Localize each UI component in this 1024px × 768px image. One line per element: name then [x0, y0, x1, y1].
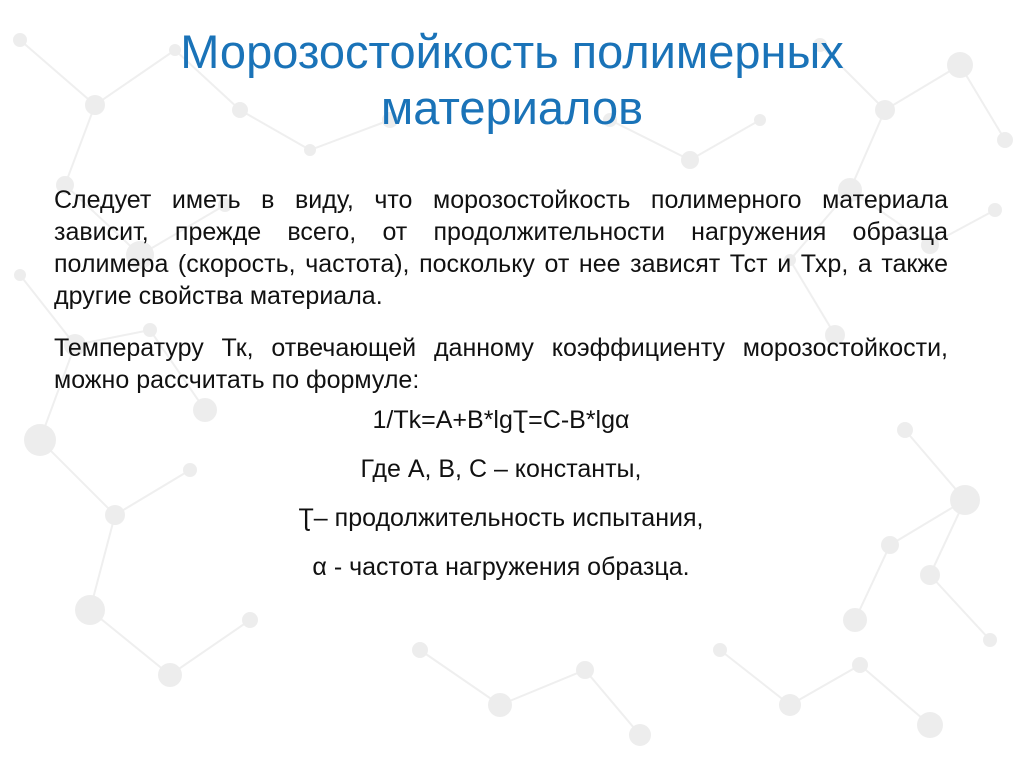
body-paragraph-1: Следует иметь в виду, что морозостойкость полимерного материала зависит, прежде всего, от продолжительности нагружения образца полимера (скорость, частота), поскольку от нее зависят Тст и Тхр, а также другие свойства материала. — [54, 186, 948, 310]
duration-definition: Ʈ– продолжительность испытания, — [298, 504, 704, 532]
constants-definition: Где А, В, С – константы, — [360, 455, 642, 483]
slide-title: Морозостойкость полимерных материалов — [180, 25, 844, 134]
slide-body — [54, 184, 948, 600]
body-paragraph-2: Температуру Тк, отвечающей данному коэффициенту морозостойкости, можно рассчитать по формуле: — [54, 334, 948, 394]
frequency-definition: α - частота нагружения образца. — [312, 553, 690, 581]
formula-line: 1/Tk=A+B*lgƮ=C-B*lgα — [372, 406, 630, 434]
